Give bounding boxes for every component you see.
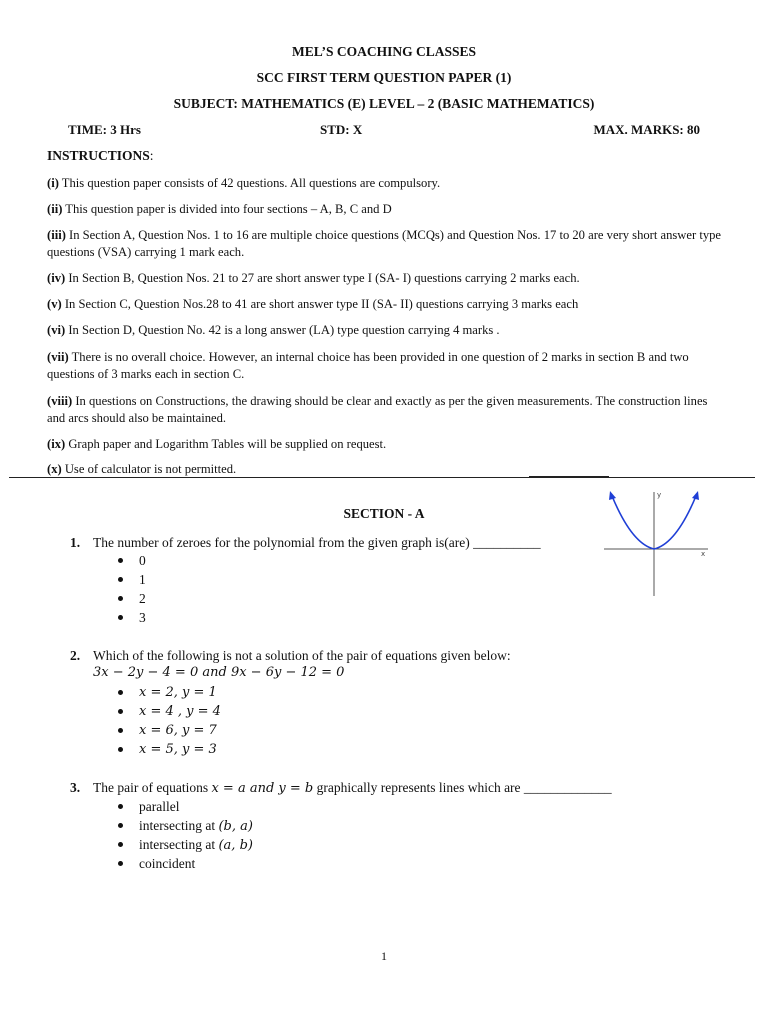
- subject-line: SUBJECT: MATHEMATICS (E) LEVEL – 2 (BASIC MATHEMATICS): [173, 96, 595, 111]
- question-text: Which of the following is not a solution of the pair of equations given below:: [93, 648, 511, 663]
- bullet-icon: [118, 596, 123, 601]
- question-number: 1.: [70, 535, 81, 550]
- instruction-item: (iv) In Section B, Question Nos. 21 to 27 are short answer type I (SA- I) questions carrying 2 marks each.: [47, 271, 580, 285]
- question-text: The number of zeroes for the polynomial from the given graph is(are) __________: [93, 535, 541, 550]
- bullet-icon: [118, 615, 123, 620]
- time-label: TIME: 3 Hrs: [68, 122, 141, 137]
- bullet-icon: [118, 804, 123, 809]
- bullet-icon: [118, 842, 123, 847]
- instruction-item: (x) Use of calculator is not permitted.: [47, 462, 237, 476]
- question-text: The pair of equations x = a and y = b graphically represents lines which are _____________: [93, 780, 612, 796]
- instruction-item: (ii) This question paper is divided into four sections – A, B, C and D: [47, 202, 392, 216]
- section-a-title: SECTION - A: [343, 506, 425, 521]
- bullet-icon: [118, 823, 123, 828]
- std-label: STD: X: [320, 122, 363, 137]
- instruction-item: (iii) In Section A, Question Nos. 1 to 16 are multiple choice questions (MCQs) and Question Nos. 17 to 20 are very short answer type questions (VSA) carrying 1 mark each.: [47, 228, 722, 259]
- question-number: 3.: [70, 780, 81, 795]
- instruction-item: (viii) In questions on Constructions, the drawing should be clear and exactly as per the given measurements. The construction lines and arcs should also be maintained.: [47, 394, 708, 425]
- question-paper-page: MEL’S COACHING CLASSES SCC FIRST TERM QUESTION PAPER (1) SUBJECT: MATHEMATICS (E) LEVEL – 2 (BASIC MATHEMATICS) TIME: 3 Hrs STD: X MAX. MARKS: 80 INSTRUCTIONS: (i) This question paper consists of 42 questions. All questions are compulsory. (ii) This question paper is divided into four sections – A, B, C and D (iii) In Section A, Question Nos. 1 to 16 are multiple choice questions (MCQs) and Question Nos. 17 to 20 are very short answer type questions (VSA) carrying 1 mark each. (iv) In Section B, Question Nos. 21 to 27 are short answer type I (SA- I) questions carrying 2 marks each. (v) In Section C, Question Nos.28 to 41 are short answer type II (SA- II) questions carrying 3 marks each (vi) In Section D, Question No. 42 is a long answer (LA) type question carrying 4 marks . (vii) There is no overall choice. However, an internal choice has been provided in one question of 2 marks in section B and two questions of 3 marks each in section C. (viii) In questions on Constructions, the drawing should be clear and exactly as per the given measurements. The construction lines and arcs should also be maintained. (ix) Graph paper and Logarithm Tables will be supplied on request. (x) Use of calculator is not permitted. SECTION - A 1. The number of zeroes for the polynomial from the given graph is(are) __________ 0 1 2 3 y x 2. Which of the following is not a solution of the pair of equations given below: 3x − 2y − 4 = 0 and 9x − 6y − 12 = 0 x = 2, y = 1 x = 4 , y = 4 x = 6, y = 7 x = 5, y = 3 3. The pair of equations x = a and y = b graphically represents lines which are _____________ parallel intersecting at (b, a) intersecting at (a, b) coincident 1: [0, 0, 768, 1024]
- instruction-item: (vii) There is no overall choice. However, an internal choice has been provided in one question of 2 marks in section B and two questions of 3 marks each in section C.: [47, 350, 689, 381]
- x-axis-label: x: [701, 550, 706, 558]
- equation-pair: 3x − 2y − 4 = 0 and 9x − 6y − 12 = 0: [93, 665, 345, 680]
- paper-title: SCC FIRST TERM QUESTION PAPER (1): [256, 70, 512, 85]
- org-name: MEL’S COACHING CLASSES: [291, 44, 477, 59]
- parabola-graph: [598, 488, 714, 600]
- bullet-icon: [118, 728, 123, 733]
- arrow-left-icon: [609, 491, 616, 500]
- question-number: 2.: [70, 648, 81, 663]
- arrow-right-icon: [692, 491, 699, 500]
- bullet-icon: [118, 690, 123, 695]
- divider-line-thick: [529, 476, 609, 478]
- instruction-item: (v) In Section C, Question Nos.28 to 41 are short answer type II (SA- II) questions carrying 3 marks each: [47, 297, 579, 311]
- instruction-item: (ix) Graph paper and Logarithm Tables will be supplied on request.: [47, 437, 387, 451]
- bullet-icon: [118, 558, 123, 563]
- instruction-item: (i) This question paper consists of 42 questions. All questions are compulsory.: [47, 176, 441, 190]
- bullet-icon: [118, 577, 123, 582]
- instructions-title: INSTRUCTIONS:: [47, 148, 154, 163]
- divider-line: [9, 477, 529, 478]
- page-number: 1: [381, 949, 387, 963]
- bullet-icon: [118, 709, 123, 714]
- max-marks-label: MAX. MARKS: 80: [593, 122, 700, 137]
- divider-line: [609, 477, 755, 478]
- y-axis-label: y: [657, 491, 662, 499]
- instruction-item: (vi) In Section D, Question No. 42 is a long answer (LA) type question carrying 4 marks .: [47, 323, 500, 337]
- bullet-icon: [118, 861, 123, 866]
- bullet-icon: [118, 747, 123, 752]
